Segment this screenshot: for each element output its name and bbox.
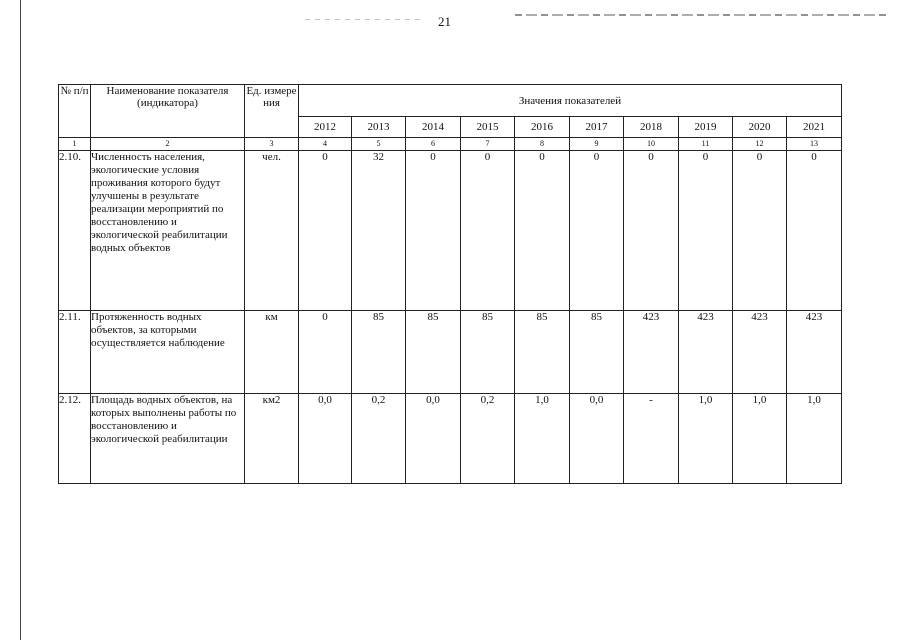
value-cell: 1,0 [679,394,733,484]
value-cell: 0,0 [406,394,461,484]
unit-cell: км [245,311,299,394]
value-cell: 0,2 [352,394,406,484]
value-cell: 0 [624,151,679,311]
value-cell: 0 [570,151,624,311]
scan-artifact [515,14,890,16]
value-cell: 32 [352,151,406,311]
column-number: 1 [59,138,91,151]
value-cell: 0 [461,151,515,311]
value-cell: 0,0 [299,394,352,484]
value-cell: 0 [406,151,461,311]
value-cell: 423 [733,311,787,394]
row-number: 2.11. [59,311,91,394]
value-cell: 423 [624,311,679,394]
table-row [59,394,842,484]
scan-artifact [305,19,425,20]
column-number: 6 [406,138,461,151]
column-number: 7 [461,138,515,151]
value-cell: 423 [679,311,733,394]
value-cell: 0 [679,151,733,311]
column-number: 4 [299,138,352,151]
column-number: 5 [352,138,406,151]
header-values-group: Значения показателей [299,85,842,117]
value-cell: 85 [352,311,406,394]
header-year: 2016 [515,117,570,138]
page-number: 21 [438,14,451,29]
value-cell: 0,0 [570,394,624,484]
header-name: Наименование показателя (индикатора) [91,85,245,138]
header-year: 2012 [299,117,352,138]
column-number: 12 [733,138,787,151]
value-cell: 0 [733,151,787,311]
value-cell: 1,0 [515,394,570,484]
header-year: 2018 [624,117,679,138]
column-number: 2 [91,138,245,151]
value-cell: 85 [515,311,570,394]
scan-margin-line [20,0,21,640]
indicators-table [58,84,842,484]
header-year: 2020 [733,117,787,138]
value-cell: 0 [299,151,352,311]
header-row [59,85,842,117]
table-row [59,151,842,311]
value-cell: 1,0 [733,394,787,484]
value-cell: 0 [515,151,570,311]
header-year: 2015 [461,117,515,138]
value-cell: 0 [299,311,352,394]
unit-cell: чел. [245,151,299,311]
column-number: 3 [245,138,299,151]
indicator-name: Протяженность водных объектов, за которыми осуществляется наблюдение [91,311,245,394]
column-number: 8 [515,138,570,151]
column-number: 11 [679,138,733,151]
header-year: 2021 [787,117,842,138]
header-year: 2019 [679,117,733,138]
row-number: 2.12. [59,394,91,484]
value-cell: - [624,394,679,484]
header-year: 2013 [352,117,406,138]
column-number: 13 [787,138,842,151]
column-number: 10 [624,138,679,151]
value-cell: 0 [787,151,842,311]
value-cell: 0,2 [461,394,515,484]
value-cell: 85 [406,311,461,394]
row-number: 2.10. [59,151,91,311]
value-cell: 423 [787,311,842,394]
header-year: 2014 [406,117,461,138]
column-number-row [59,138,842,151]
value-cell: 85 [461,311,515,394]
table-row [59,311,842,394]
unit-cell: км2 [245,394,299,484]
value-cell: 85 [570,311,624,394]
column-number: 9 [570,138,624,151]
indicator-name: Численность населения, экологические условия проживания которого будут улучшены в результате реализации мероприятий по восстановлению и экологической реабилитации водных объектов [91,151,245,311]
header-unit: Ед. измере ния [245,85,299,138]
header-num: № п/п [59,85,91,138]
indicator-name: Площадь водных объектов, на которых выполнены работы по восстановлению и экологической реабилитации [91,394,245,484]
value-cell: 1,0 [787,394,842,484]
header-year: 2017 [570,117,624,138]
